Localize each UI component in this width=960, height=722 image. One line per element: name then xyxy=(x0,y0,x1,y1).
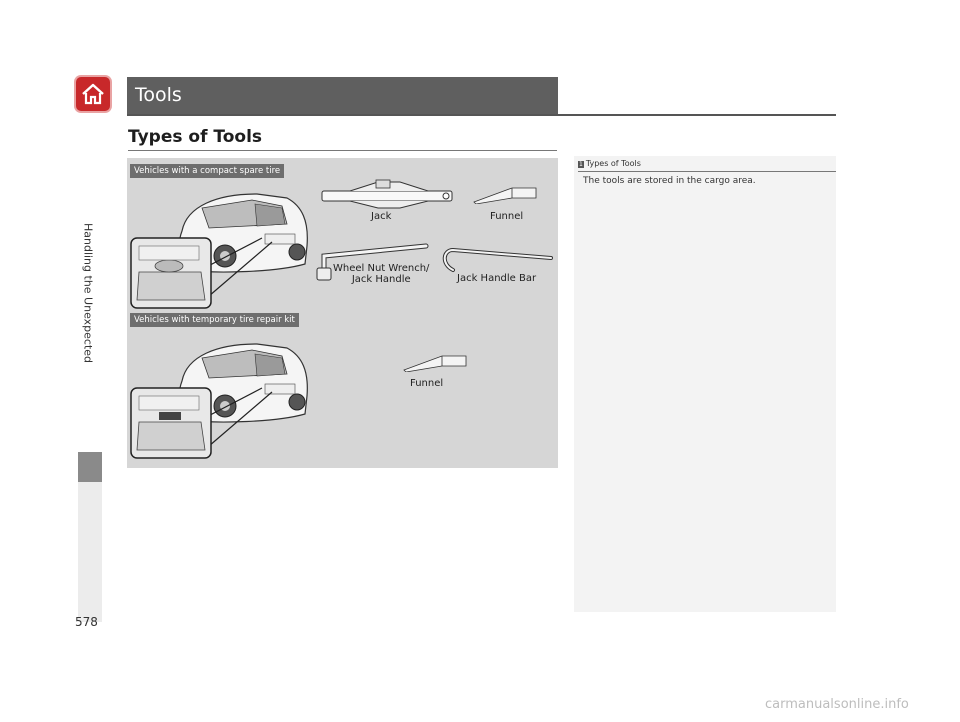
variant-label-compact-spare: Vehicles with a compact spare tire xyxy=(130,164,284,178)
car-illustration-repair-kit xyxy=(127,326,317,461)
watermark: carmanualsonline.info xyxy=(765,697,909,712)
section-divider xyxy=(128,150,557,151)
jack-icon xyxy=(320,178,456,210)
chapter-tab[interactable] xyxy=(78,452,102,482)
header-divider xyxy=(127,114,836,116)
funnel-icon-repair-kit xyxy=(402,350,468,372)
notes-body: The tools are stored in the cargo area. xyxy=(583,176,756,186)
header-bar xyxy=(127,77,558,114)
jack-label: Jack xyxy=(371,211,392,222)
reference-mark: 1 xyxy=(579,161,583,168)
home-button[interactable] xyxy=(76,77,110,111)
car-illustration-spare xyxy=(127,176,317,311)
chapter-strip xyxy=(78,482,102,622)
page-title: Tools xyxy=(135,84,182,106)
notes-divider xyxy=(578,171,836,172)
funnel-label-repair-kit: Funnel xyxy=(410,378,444,389)
home-icon xyxy=(81,82,105,106)
page-number: 578 xyxy=(75,615,98,629)
notes-panel xyxy=(574,156,836,612)
variant-label-repair-kit: Vehicles with temporary tire repair kit xyxy=(130,313,299,327)
notes-heading: 1 Types of Tools xyxy=(579,159,641,168)
section-title: Types of Tools xyxy=(128,127,263,147)
tools-figure xyxy=(127,158,558,468)
wheel-nut-wrench-label: Wheel Nut Wrench/ Jack Handle xyxy=(333,263,430,285)
sidebar-section-label: Handling the Unexpected xyxy=(81,222,95,364)
jack-handle-bar-label: Jack Handle Bar xyxy=(457,273,537,284)
funnel-icon xyxy=(472,182,538,204)
jack-handle-bar-icon xyxy=(439,246,555,274)
funnel-label: Funnel xyxy=(490,211,524,222)
